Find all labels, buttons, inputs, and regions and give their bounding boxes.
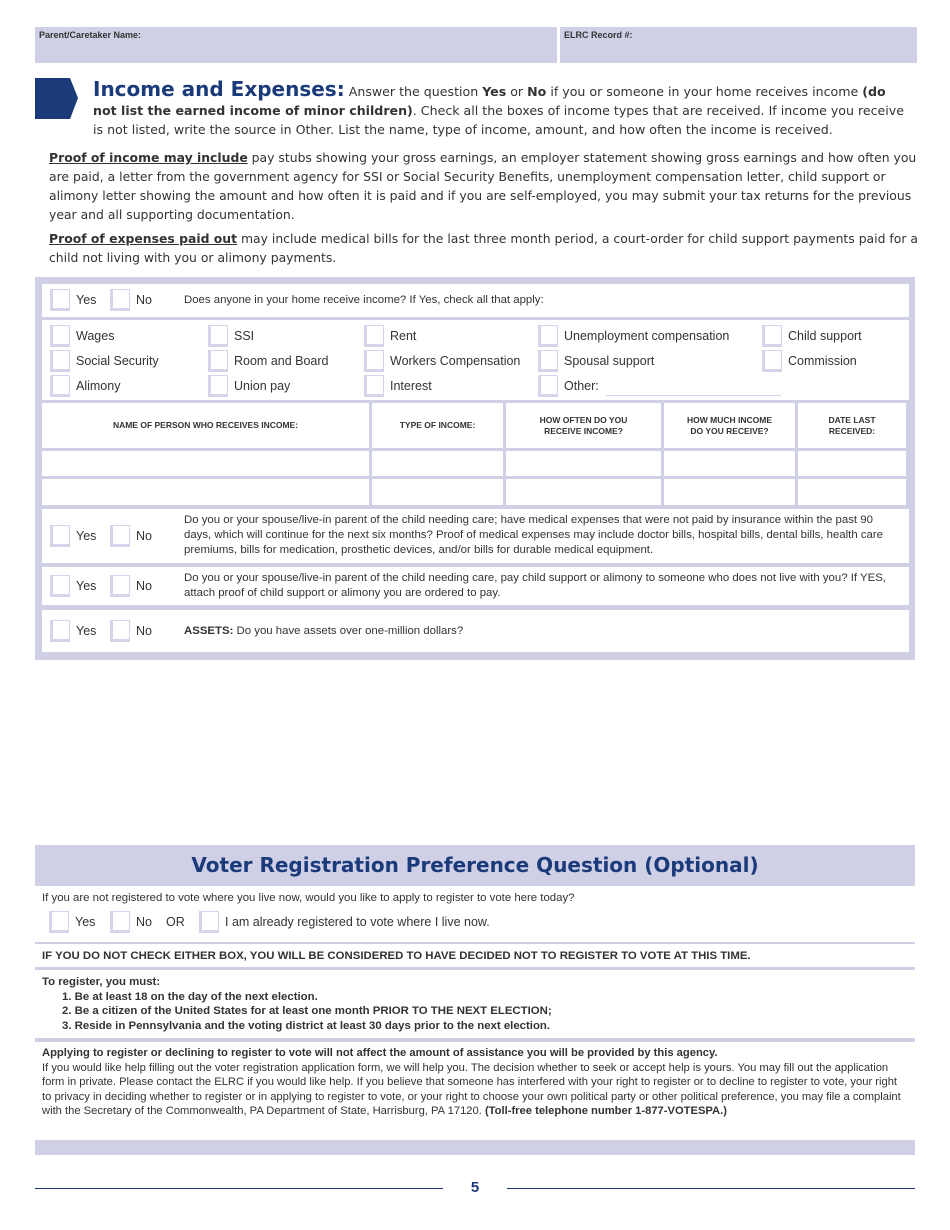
- income-type-option[interactable]: [208, 325, 254, 347]
- income-type-label: Spousal support: [564, 354, 655, 368]
- voter-yes-checkbox[interactable]: [49, 911, 69, 933]
- elrc-record-label: ELRC Record #:: [564, 30, 633, 40]
- income-type-checkbox[interactable]: [50, 375, 70, 397]
- table-cell-input[interactable]: [506, 451, 661, 476]
- or-label: OR: [165, 915, 185, 929]
- income-type-label: Interest: [390, 379, 432, 393]
- already-registered-checkbox[interactable]: [199, 911, 219, 933]
- table-header: NAME OF PERSON WHO RECEIVES INCOME:: [42, 403, 369, 448]
- income-type-option[interactable]: [538, 375, 599, 397]
- section-marker-icon: [35, 78, 78, 119]
- income-type-label: Room and Board: [234, 354, 329, 368]
- income-type-option[interactable]: [50, 375, 120, 397]
- voter-question: If you are not registered to vote where you live now, would you like to apply to register to vote here today?: [42, 892, 575, 904]
- other-input-line[interactable]: [606, 395, 781, 396]
- income-type-checkbox[interactable]: [50, 350, 70, 372]
- medical-yes-checkbox[interactable]: [50, 525, 70, 547]
- income-type-label: Rent: [390, 329, 417, 343]
- support-yes-checkbox[interactable]: [50, 575, 70, 597]
- income-question: Does anyone in your home receive income? If Yes, check all that apply:: [184, 294, 544, 306]
- no-label: No: [136, 293, 152, 307]
- medical-no-checkbox[interactable]: [110, 525, 130, 547]
- yes-label: Yes: [76, 579, 97, 593]
- income-type-label: SSI: [234, 329, 255, 343]
- yes-label: Yes: [76, 624, 97, 638]
- income-type-checkbox[interactable]: [762, 325, 782, 347]
- already-registered-label: I am already registered to vote where I live now.: [225, 915, 490, 929]
- table-cell-input[interactable]: [42, 451, 369, 476]
- income-type-option[interactable]: [364, 350, 520, 372]
- income-type-label: Unemployment compensation: [564, 329, 730, 343]
- support-no-checkbox[interactable]: [110, 575, 130, 597]
- voter-warning-row: [35, 944, 915, 967]
- page-number: 5: [470, 1179, 480, 1196]
- medical-expenses-row: [42, 509, 909, 563]
- no-label: No: [136, 915, 152, 929]
- table-cell-input[interactable]: [372, 479, 503, 505]
- income-type-label: Other:: [564, 379, 599, 393]
- income-type-checkbox[interactable]: [538, 325, 558, 347]
- yes-label: Yes: [76, 293, 97, 307]
- no-label: No: [136, 529, 152, 543]
- income-type-option[interactable]: [762, 350, 857, 372]
- no-label: No: [136, 579, 152, 593]
- income-type-label: Union pay: [234, 379, 291, 393]
- proof-of-income: Proof of income may include pay stubs showing your gross earnings, an employer statement showing gross earnings and how often you are paid, a letter from the government agency for SSI or Social Security Benefits, unemployment compensation letter, child support or alimony letter showing the amount and how often it is paid and if you are self-employed, you may submit your tax returns for the previous year and all supporting documentation.: [49, 150, 917, 222]
- voter-requirements-row: [35, 970, 915, 1038]
- proof-of-expenses: Proof of expenses paid out may include medical bills for the last three month period, a court-order for child support payments paid for a child not living with you or alimony payments.: [49, 231, 918, 265]
- yes-label: Yes: [76, 529, 97, 543]
- income-type-checkbox[interactable]: [50, 325, 70, 347]
- voter-title: Voter Registration Preference Question (Optional): [191, 853, 759, 877]
- income-yes-checkbox[interactable]: [50, 289, 70, 311]
- assets-no-checkbox[interactable]: [110, 620, 130, 642]
- income-type-label: Alimony: [76, 379, 121, 393]
- voter-notice: Applying to register or declining to register to vote will not affect the amount of assistance you will be provided by this agency. If you would like help filling out the voter registration application form, we will help you. The decision whether to seek or accept help is yours. You may fill out the application form in private. Please contact the ELRC if you would like help. If you believe that someone has interfered with your right to register or to decline to register to vote, your right to privacy in deciding whether to register or in applying to register to vote, or your right to choose your own political party or other political preference, you may file a complaint with the Secretary of the Commonwealth, PA Department of State, Harrisburg, PA 17120. (Toll-free telephone number 1-877-VOTESPA.): [42, 1047, 901, 1117]
- income-type-checkbox[interactable]: [364, 350, 384, 372]
- parent-name-label: Parent/Caretaker Name:: [39, 30, 142, 40]
- income-type-checkbox[interactable]: [208, 375, 228, 397]
- income-type-option[interactable]: [208, 350, 329, 372]
- income-no-checkbox[interactable]: [110, 289, 130, 311]
- table-header: HOW OFTEN DO YOU RECEIVE INCOME?: [506, 403, 661, 448]
- table-header: HOW MUCH INCOME DO YOU RECEIVE?: [664, 403, 795, 448]
- requirement: 3. Reside in Pennsylvania and the voting district at least 30 days prior to the next election.: [62, 1019, 551, 1032]
- parent-name-field[interactable]: [35, 27, 557, 63]
- voter-no-checkbox[interactable]: [110, 911, 130, 933]
- table-cell-input[interactable]: [798, 451, 906, 476]
- income-type-checkbox[interactable]: [364, 325, 384, 347]
- income-type-option[interactable]: [50, 350, 159, 372]
- no-label: No: [136, 624, 152, 638]
- income-type-option[interactable]: [364, 325, 416, 347]
- income-type-checkbox[interactable]: [364, 375, 384, 397]
- voter-warning: IF YOU DO NOT CHECK EITHER BOX, YOU WILL BE CONSIDERED TO HAVE DECIDED NOT TO REGISTER TO VOTE AT THIS TIME.: [42, 950, 751, 962]
- table-cell-input[interactable]: [372, 451, 503, 476]
- income-type-label: Wages: [76, 329, 115, 343]
- income-type-label: Child support: [788, 329, 862, 343]
- table-header: TYPE OF INCOME:: [372, 403, 503, 448]
- income-type-label: Workers Compensation: [390, 354, 521, 368]
- table-cell-input[interactable]: [664, 479, 795, 505]
- income-type-checkbox[interactable]: [208, 325, 228, 347]
- income-question-row: [42, 284, 909, 317]
- table-cell-input[interactable]: [506, 479, 661, 505]
- voter-notice-row: [35, 1042, 915, 1140]
- requirements-title: To register, you must:: [42, 976, 161, 988]
- income-type-checkbox[interactable]: [762, 350, 782, 372]
- requirements: [42, 975, 552, 1033]
- table-cell-input[interactable]: [798, 479, 906, 505]
- support-question: Do you or your spouse/live-in parent of the child needing care, pay child support or alimony to someone who does not live with you? If YES, attach proof of child support or alimony you are ordered to pay.: [184, 572, 886, 599]
- requirement: 1. Be at least 18 on the day of the next election.: [62, 990, 318, 1003]
- elrc-record-field[interactable]: [560, 27, 917, 63]
- income-type-checkbox[interactable]: [538, 375, 558, 397]
- income-type-checkbox[interactable]: [208, 350, 228, 372]
- voter-question-row: [35, 886, 915, 942]
- medical-question: Do you or your spouse/live-in parent of the child needing care; have medical expenses that were not paid by insurance within the past 90 days, which will continue for the next six months? Proof of medical expenses may include doctor bills, hospital bills, dental bills, health care premiums, bills for medication, prosthetic devices, and/or bills for durable medical equipment.: [184, 514, 883, 556]
- requirement: 2. Be a citizen of the United States for at least one month PRIOR TO THE NEXT ELECTION;: [62, 1005, 552, 1017]
- section-title: Income and Expenses:: [93, 77, 345, 101]
- table-cell-input[interactable]: [42, 479, 369, 505]
- income-type-option[interactable]: [538, 325, 729, 347]
- table-cell-input[interactable]: [664, 451, 795, 476]
- child-support-row: [42, 567, 909, 605]
- income-type-checkbox[interactable]: [538, 350, 558, 372]
- table-header: DATE LAST RECEIVED:: [798, 403, 906, 448]
- income-types-row: [42, 320, 909, 400]
- income-type-option[interactable]: [364, 375, 432, 397]
- income-type-option[interactable]: [762, 325, 862, 347]
- footer-line-left: [35, 1188, 443, 1189]
- assets-yes-checkbox[interactable]: [50, 620, 70, 642]
- income-intro: Income and Expenses: Answer the question Yes or No if you or someone in your home receives income (do not list the earned income of minor children). Check all the boxes of income types that are received. If income you receive is not listed, write the source in Other. List the name, type of income, amount, and how often the income is received.: [93, 77, 905, 137]
- footer-line-right: [507, 1188, 915, 1189]
- income-type-option[interactable]: [538, 350, 654, 372]
- assets-row: [42, 610, 909, 652]
- assets-question: ASSETS: Do you have assets over one-million dollars?: [184, 625, 464, 637]
- income-type-label: Commission: [788, 354, 857, 368]
- income-type-label: Social Security: [76, 354, 159, 368]
- yes-label: Yes: [75, 915, 96, 929]
- income-type-option[interactable]: [50, 325, 114, 347]
- income-type-option[interactable]: [208, 375, 290, 397]
